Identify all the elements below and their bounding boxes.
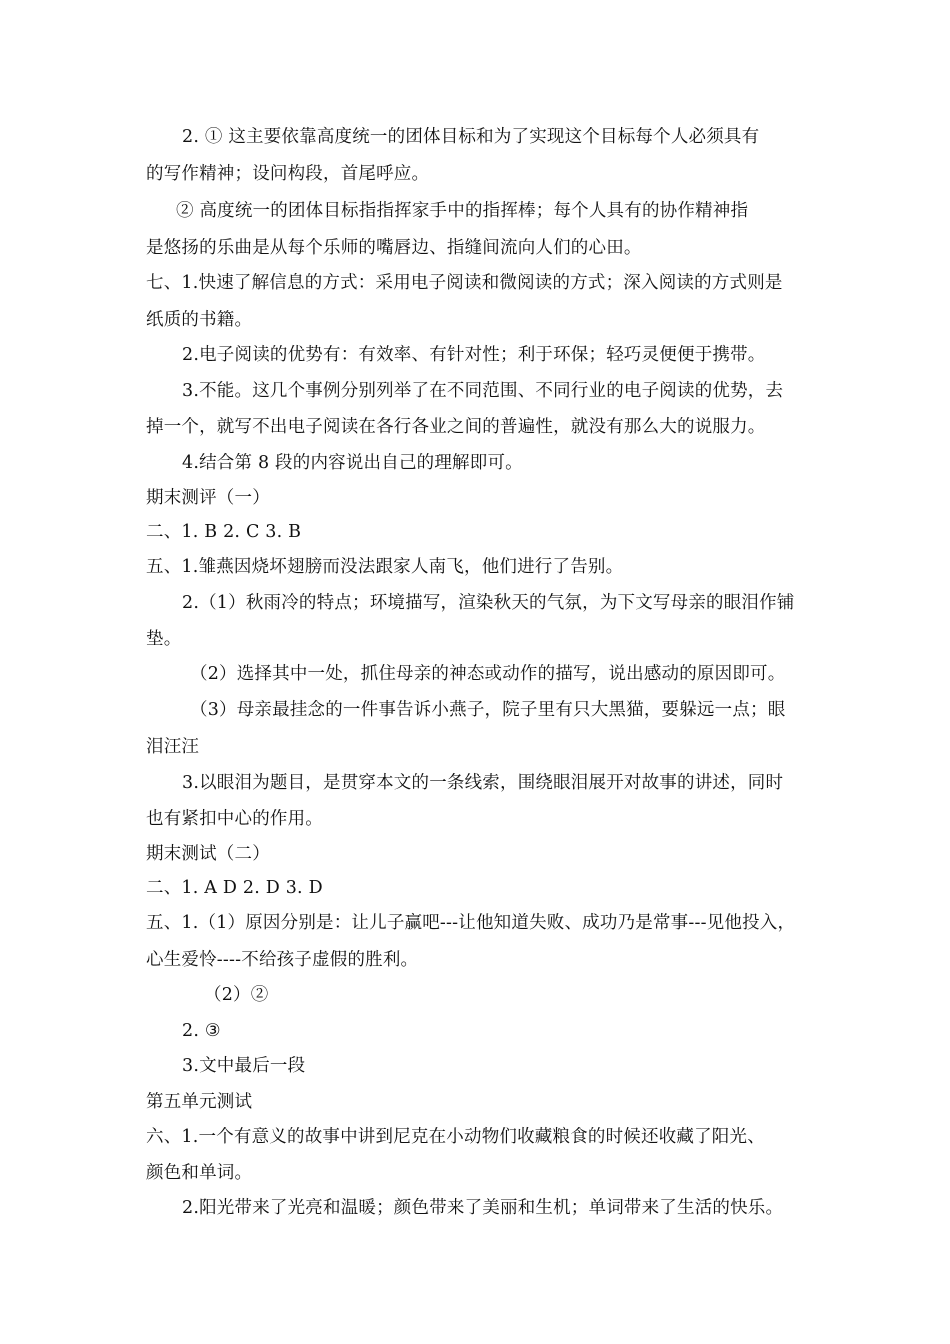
- text-line-22: 二、1. A D 2. D 3. D: [146, 878, 323, 898]
- text-line-14: 2.（1）秋雨冷的特点；环境描写，渲染秋天的气氛，为下文写母亲的眼泪作铺: [182, 593, 795, 613]
- text-line-5: 七、1.快速了解信息的方式：采用电子阅读和微阅读的方式；深入阅读的方式则是: [146, 273, 783, 293]
- section-heading: 第五单元测试: [146, 1092, 253, 1112]
- text-line-19: 3.以眼泪为题目，是贯穿本文的一条线索，围绕眼泪展开对故事的讲述，同时: [182, 773, 784, 793]
- text-line-10: 4.结合第 8 段的内容说出自己的理解即可。: [182, 453, 523, 473]
- text-line-12: 二、1. B 2. C 3. B: [146, 522, 302, 542]
- text-line-4: 是悠扬的乐曲是从每个乐师的嘴唇边、指缝间流向人们的心田。: [146, 238, 642, 258]
- text-line-3: ② 高度统一的团体目标指指挥家手中的指挥棒；每个人具有的协作精神指: [176, 201, 749, 221]
- text-line-2: 的写作精神；设问构段，首尾呼应。: [146, 164, 430, 184]
- text-line-31: 2.阳光带来了光亮和温暖；颜色带来了美丽和生机；单词带来了生活的快乐。: [182, 1198, 784, 1218]
- text-line-30: 颜色和单词。: [146, 1163, 253, 1183]
- text-line-6: 纸质的书籍。: [146, 310, 253, 330]
- text-line-20: 也有紧扣中心的作用。: [146, 809, 323, 829]
- text-line-27: 3.文中最后一段: [182, 1056, 306, 1076]
- text-line-9: 掉一个，就写不出电子阅读在各行各业之间的普遍性，就没有那么大的说服力。: [146, 417, 766, 437]
- text-line-7: 2.电子阅读的优势有：有效率、有针对性；利于环保；轻巧灵便便于携带。: [182, 345, 766, 365]
- text-line-1: 2. ① 这主要依靠高度统一的团体目标和为了实现这个目标每个人必须具有: [182, 127, 760, 147]
- text-line-29: 六、1.一个有意义的故事中讲到尼克在小动物们收藏粮食的时候还收藏了阳光、: [146, 1127, 765, 1147]
- text-line-26: 2. ③: [182, 1021, 221, 1041]
- text-line-17: （3）母亲最挂念的一件事告诉小燕子，院子里有只大黑猫，要躲远一点；眼: [190, 700, 786, 720]
- section-heading: 期末测试（二）: [146, 844, 270, 864]
- section-heading: 期末测评（一）: [146, 488, 270, 508]
- text-line-13: 五、1.雏燕因烧坏翅膀而没法跟家人南飞，他们进行了告别。: [146, 557, 624, 577]
- text-line-25: （2）②: [204, 985, 269, 1005]
- text-line-23: 五、1.（1）原因分别是：让儿子赢吧---让他知道失败、成功乃是常事---见他投入，: [146, 913, 796, 933]
- text-line-16: （2）选择其中一处，抓住母亲的神态或动作的描写，说出感动的原因即可。: [190, 664, 786, 684]
- text-line-18: 泪汪汪: [146, 737, 200, 757]
- text-line-8: 3.不能。这几个事例分别列举了在不同范围、不同行业的电子阅读的优势，去: [182, 381, 784, 401]
- text-line-15: 垫。: [146, 629, 182, 649]
- text-line-24: 心生爱怜----不给孩子虚假的胜利。: [146, 950, 419, 970]
